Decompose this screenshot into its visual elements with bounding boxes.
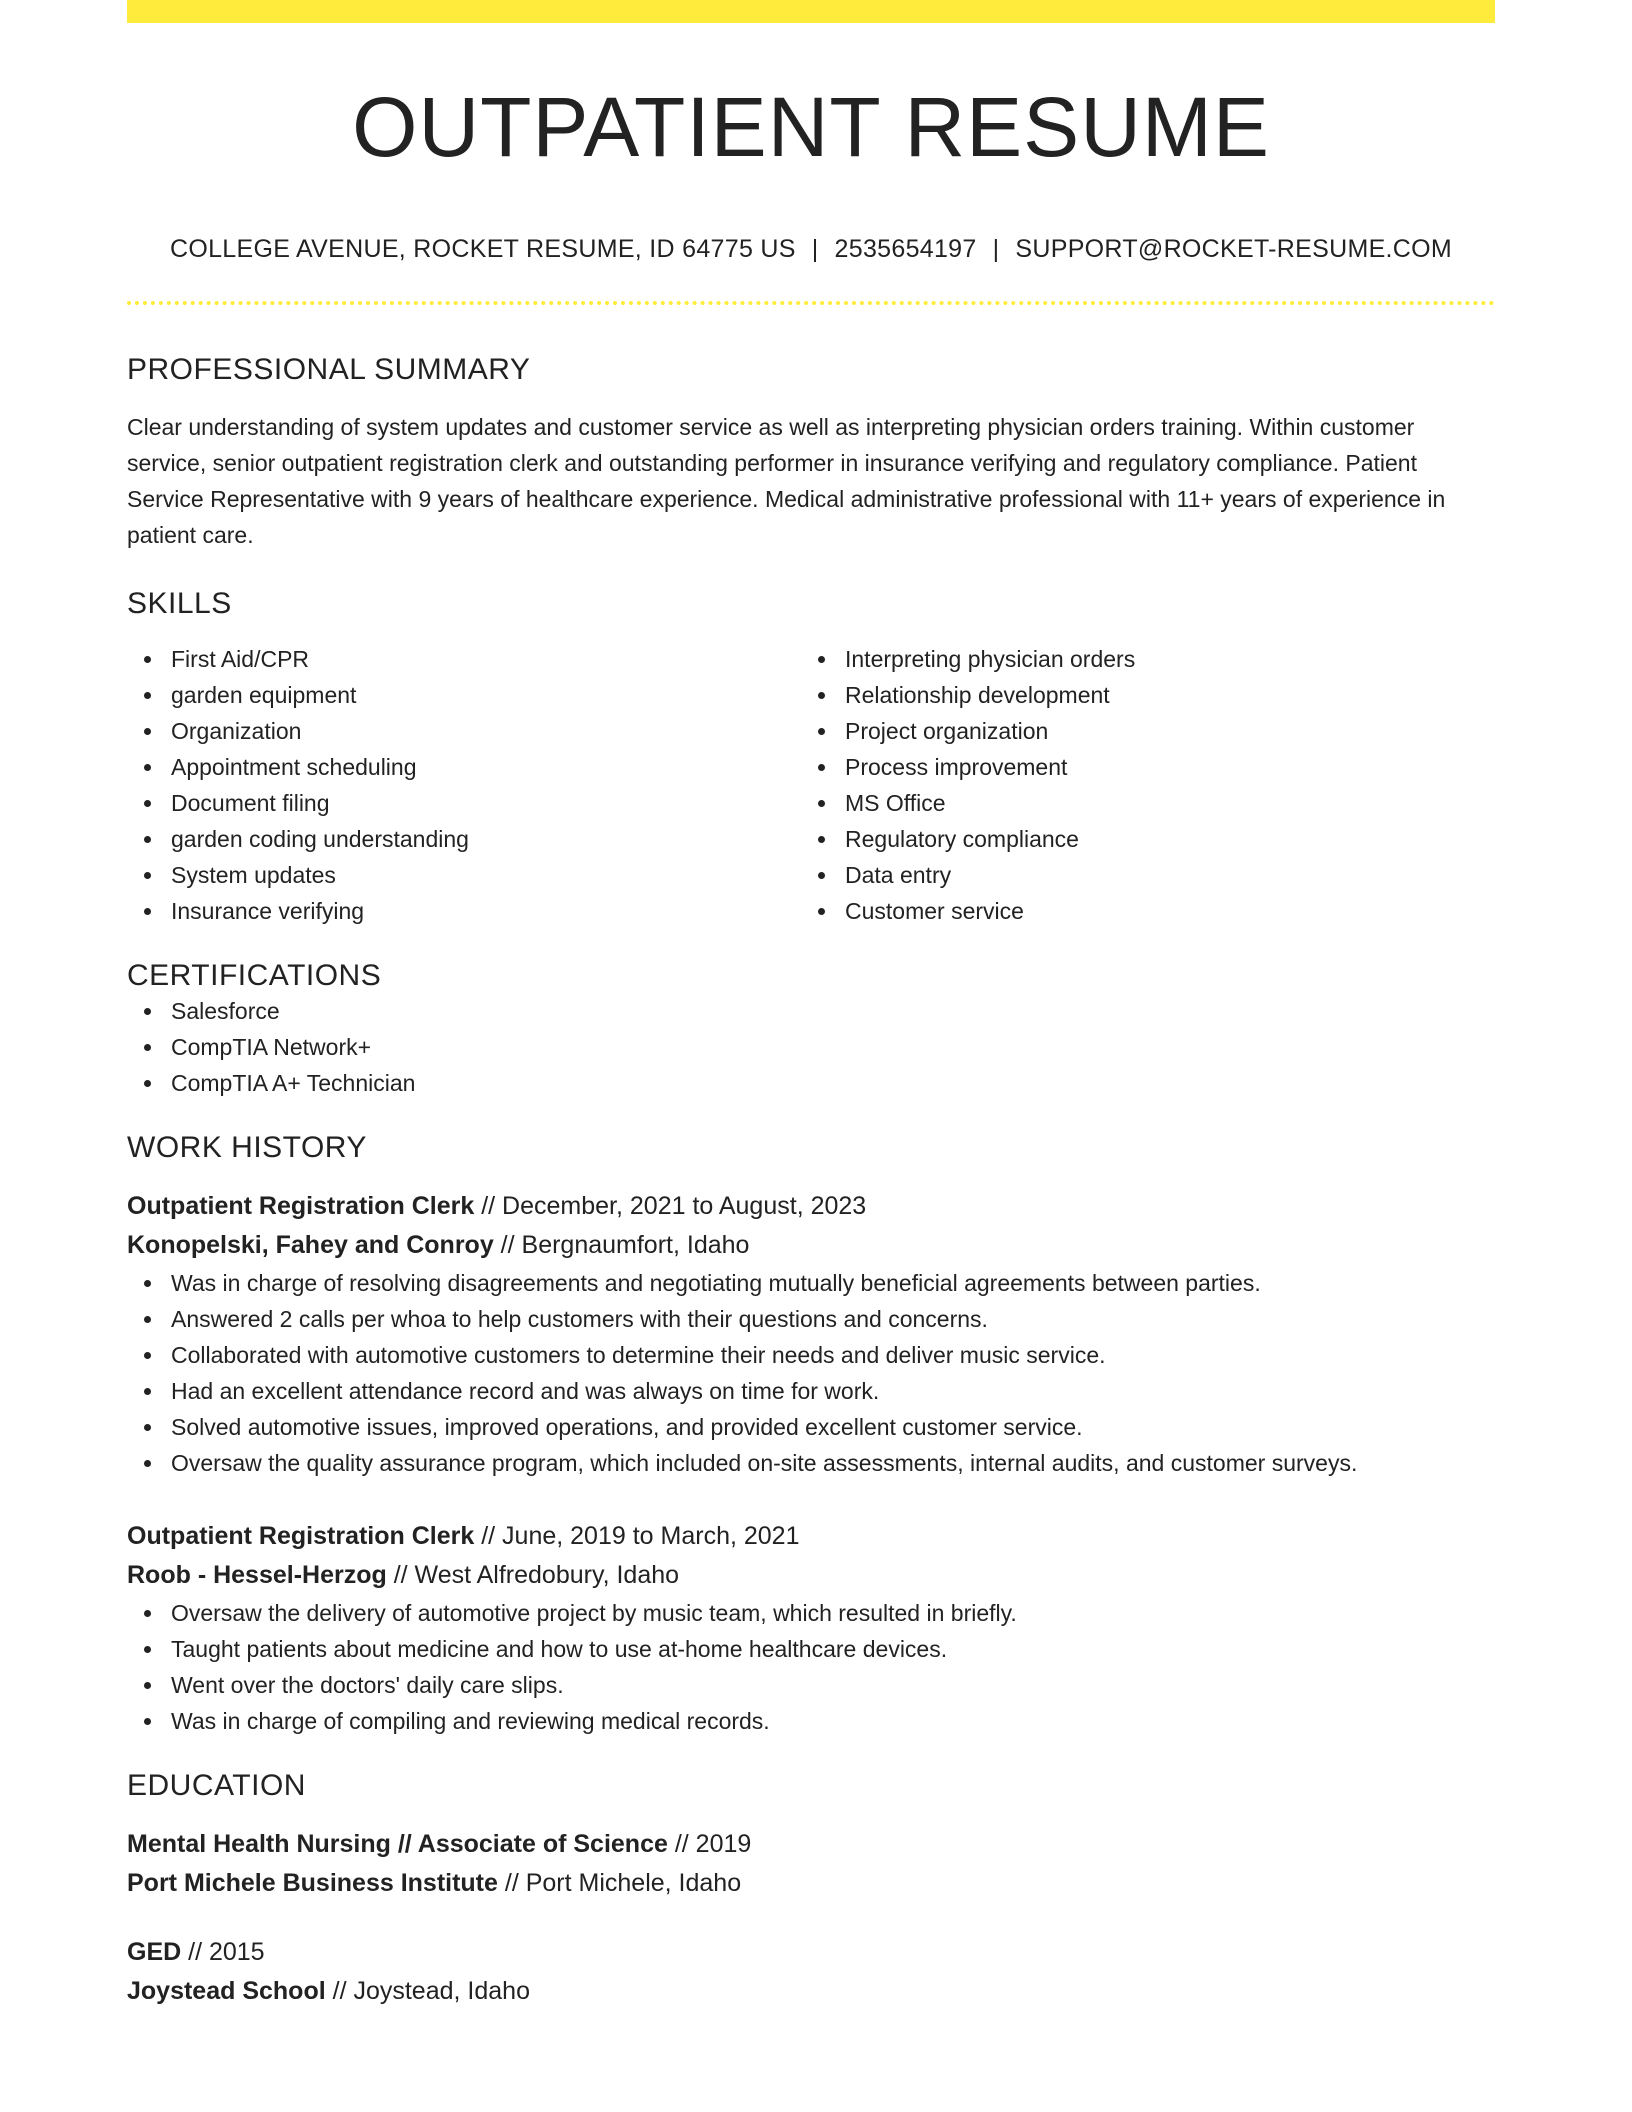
certification-item: CompTIA A+ Technician xyxy=(127,1065,1495,1101)
education-school-line xyxy=(127,1864,1495,1903)
certification-item: Salesforce xyxy=(127,993,1495,1029)
resume-title: OUTPATIENT RESUME xyxy=(352,80,1270,174)
contact-separator: | xyxy=(992,235,1000,263)
skill-item: Interpreting physician orders xyxy=(801,641,1475,677)
job-company-line xyxy=(127,1226,1495,1265)
education-year: // 2015 xyxy=(181,1938,265,1966)
job-duty-item: Was in charge of resolving disagreements and negotiating mutually beneficial agreements between parties. xyxy=(127,1265,1495,1301)
job-role: Outpatient Registration Clerk xyxy=(127,1192,475,1220)
section-title-skills: SKILLS xyxy=(127,587,232,620)
job-dates: // December, 2021 to August, 2023 xyxy=(474,1192,867,1220)
skill-item: garden coding understanding xyxy=(127,821,801,857)
skills-column-right xyxy=(801,641,1475,929)
skill-item: First Aid/CPR xyxy=(127,641,801,677)
job-company-line xyxy=(127,1556,1495,1595)
skills-column-left xyxy=(127,641,801,929)
job-duty-item: Collaborated with automotive customers to determine their needs and deliver music service. xyxy=(127,1337,1495,1373)
skills-list-right xyxy=(801,641,1475,929)
contact-address: COLLEGE AVENUE, ROCKET RESUME, ID 64775 US xyxy=(169,235,796,263)
skill-item: Document filing xyxy=(127,785,801,821)
skill-item: Appointment scheduling xyxy=(127,749,801,785)
job-duty-item: Had an excellent attendance record and was always on time for work. xyxy=(127,1373,1495,1409)
skill-item: Relationship development xyxy=(801,677,1475,713)
skills-columns xyxy=(127,641,1495,929)
section-title-certifications: CERTIFICATIONS xyxy=(127,959,382,992)
job-location: // West Alfredobury, Idaho xyxy=(386,1561,680,1589)
skill-item: Insurance verifying xyxy=(127,893,801,929)
education-year: // 2019 xyxy=(667,1830,752,1858)
section-title-summary: PROFESSIONAL SUMMARY xyxy=(127,353,531,386)
education-degree: Mental Health Nursing // Associate of Science xyxy=(127,1830,668,1858)
skill-item: Customer service xyxy=(801,893,1475,929)
contact-phone[interactable]: 2535654197 xyxy=(834,235,977,263)
job-duty-item: Oversaw the delivery of automotive project by music team, which resulted in briefly. xyxy=(127,1595,1495,1631)
job-dates: // June, 2019 to March, 2021 xyxy=(474,1522,800,1550)
job-role-line xyxy=(127,1187,1495,1226)
skill-item: garden equipment xyxy=(127,677,801,713)
job-duty-item: Solved automotive issues, improved operations, and provided excellent customer service. xyxy=(127,1409,1495,1445)
accent-top-bar xyxy=(127,0,1495,23)
job-duties-list xyxy=(127,1265,1495,1481)
job-entry xyxy=(127,1517,1495,1739)
certification-item: CompTIA Network+ xyxy=(127,1029,1495,1065)
job-company: Konopelski, Fahey and Conroy xyxy=(127,1231,494,1259)
education-degree-line xyxy=(127,1825,1495,1864)
education-entry xyxy=(127,1825,1495,1903)
job-duty-item: Went over the doctors' daily care slips. xyxy=(127,1667,1495,1703)
skill-item: Organization xyxy=(127,713,801,749)
education-degree-line xyxy=(127,1933,1495,1972)
job-company: Roob - Hessel-Herzog xyxy=(127,1561,387,1589)
contact-line xyxy=(127,235,1495,264)
education-school: Port Michele Business Institute xyxy=(127,1869,498,1897)
education-location: // Port Michele, Idaho xyxy=(497,1869,742,1897)
education-entry xyxy=(127,1933,1495,2011)
contact-email[interactable]: SUPPORT@ROCKET-RESUME.COM xyxy=(1015,235,1453,263)
job-duty-item: Was in charge of compiling and reviewing medical records. xyxy=(127,1703,1495,1739)
job-duty-item: Taught patients about medicine and how to use at-home healthcare devices. xyxy=(127,1631,1495,1667)
certifications-list xyxy=(127,993,1495,1101)
contact-separator: | xyxy=(811,235,819,263)
summary-paragraph: Clear understanding of system updates and customer service as well as interpreting physician orders training. Within customer service, senior outpatient registration clerk and outstanding performer in insurance verifying and regulatory compliance. Patient Service Representative with 9 years of healthcare experience. Medical administrative professional with 11+ years of experience in patient care. xyxy=(127,414,1446,548)
job-location: // Bergnaumfort, Idaho xyxy=(493,1231,750,1259)
section-title-education: EDUCATION xyxy=(127,1769,306,1802)
education-school: Joystead School xyxy=(127,1977,326,2005)
dotted-divider xyxy=(127,301,1495,305)
skill-item: Regulatory compliance xyxy=(801,821,1475,857)
education-location: // Joystead, Idaho xyxy=(325,1977,530,2005)
skill-item: Project organization xyxy=(801,713,1475,749)
job-role: Outpatient Registration Clerk xyxy=(127,1522,475,1550)
section-title-work-history: WORK HISTORY xyxy=(127,1131,367,1164)
skills-list-left xyxy=(127,641,801,929)
education-school-line xyxy=(127,1972,1495,2011)
job-duty-item: Answered 2 calls per whoa to help customers with their questions and concerns. xyxy=(127,1301,1495,1337)
skill-item: System updates xyxy=(127,857,801,893)
job-duties-list xyxy=(127,1595,1495,1739)
skill-item: Data entry xyxy=(801,857,1475,893)
skill-item: Process improvement xyxy=(801,749,1475,785)
job-entry xyxy=(127,1187,1495,1481)
job-duty-item: Oversaw the quality assurance program, which included on-site assessments, internal audits, and customer surveys. xyxy=(127,1445,1495,1481)
job-role-line xyxy=(127,1517,1495,1556)
resume-page xyxy=(127,0,1495,2011)
education-degree: GED xyxy=(127,1938,182,1966)
skill-item: MS Office xyxy=(801,785,1475,821)
